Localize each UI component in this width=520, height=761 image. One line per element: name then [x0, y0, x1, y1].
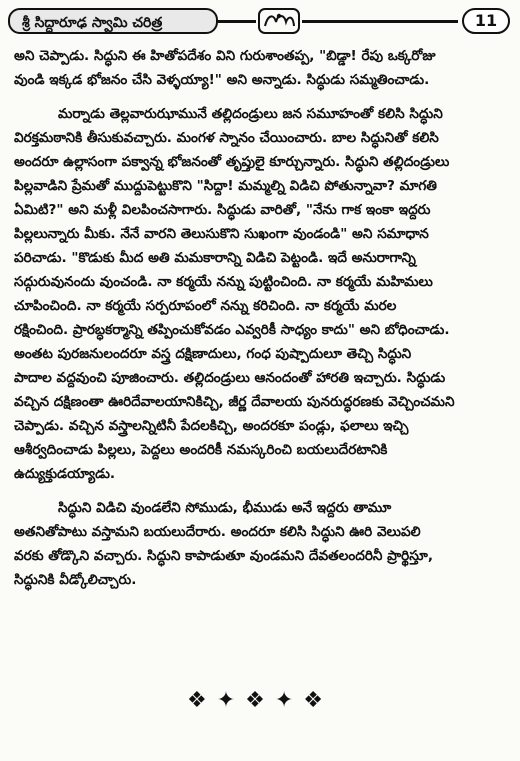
text-line: సిద్ధుని విడిచి వుండలేని సోముడు, భీముడు అనే ఇద్దరు తామూ	[58, 500, 392, 516]
text-line: వుండి ఇక్కడ భోజనం చేసి వెళ్ళయ్యా!" అని అన్నాడు. సిద్ధుడు సమ్మతించాడు.	[14, 72, 430, 88]
text-line: పరిచాడు. "కొడుకు మీద అతి మమకారాన్ని విడిచి పెట్టండి. ఇదే అనురాగాన్ని	[14, 250, 416, 266]
ornamental-logo-icon	[256, 6, 302, 36]
paragraph	[14, 44, 508, 92]
text-line: వచ్చిన దక్షిణంతా ఊరిదేవాలయానికిచ్చి, జీర్ణ దేవాలయ పునరుద్ధరణకు వెచ్చించమని	[14, 394, 455, 410]
text-line: మర్నాడు తెల్లవారుఝామునే తల్లిదండ్రులు జన సమూహంతో కలిసి సిద్ధుని	[58, 106, 443, 122]
text-line: విరక్తమఠానికి తీసుకువచ్చారు. మంగళ స్నానం చేయించారు. బాల సిద్ధునితో కలిసి	[14, 130, 439, 146]
book-title: శ్రీ సిద్ధారూఢ స్వామి చరిత్ర	[8, 8, 218, 34]
text-line: చెప్పాడు. వచ్చిన వస్త్రాలన్నిటినీ పేదలకిచ్చి, అందరకూ పండ్లు, ఫలాలు ఇచ్చి	[14, 418, 409, 434]
page-body	[14, 44, 508, 592]
text-line: రక్షించింది. ప్రారబ్ధకర్మాన్ని తప్పించుకోవడం ఎవ్వరికీ సాధ్యం కాదు" అని బోధించాడు.	[14, 322, 450, 338]
text-line: పాదాల వద్దవుంచి పూజించారు. తల్లిదండ్రులు ఆనందంతో హారతి ఇచ్చారు. సిద్ధుడు	[14, 370, 446, 386]
text-line: ఏమిటి?" అని మళ్లీ విలపించసాగారు. సిద్ధుడు వారితో, "నేను గాక ఇంకా ఇద్దరు	[14, 202, 431, 218]
text-line: వరకు తోడ్కొని వచ్చారు. సిద్ధుని కాపాడుతూ వుండమని దేవతలందరినీ ప్రార్థిస్తూ,	[14, 548, 434, 564]
text-line: అతనితోపాటు వస్తామని బయలుదేరారు. అందరూ కలిసి సిద్ధుని ఊరి వెలుపలి	[14, 524, 421, 540]
text-line: అంతట పురజనులందరూ వస్త్ర దక్షిణాదులు, గంధ పుష్పాదులూ తెచ్చి సిద్ధుని	[14, 346, 412, 362]
page-number: 11	[462, 8, 510, 34]
text-line: సద్గురువునందు వుంచండి. నా కర్మయే నన్ను పుట్టించింది. నా కర్మయే మహిమలు	[14, 274, 433, 290]
text-line: పిల్లవాడిని ప్రేమతో ముద్దుపెట్టుకొని "సిద్దా! మమ్మల్ని విడిచి పోతున్నావా? మాగతి	[14, 178, 437, 194]
section-end-ornament: ❖✦❖✦❖	[186, 688, 334, 713]
header-rule	[218, 20, 458, 23]
text-line: అని చెప్పాడు. సిద్ధుని ఈ హితోపదేశం విని గురుశాంతప్ప, "బిడ్డా! రేపు ఒక్కరోజు	[14, 48, 436, 64]
text-line: సిద్ధునికి వీడ్కోలిచ్చారు.	[14, 572, 137, 588]
paragraph	[14, 496, 508, 592]
paragraph	[14, 102, 508, 486]
text-line: చూపించింది. నా కర్మయే సర్పరూపంలో నన్ను కరిచింది. నా కర్మయే మరల	[14, 298, 397, 314]
text-line: ఉద్యుక్తుడయ్యాడు.	[14, 466, 116, 482]
text-line: అందరూ ఉల్లాసంగా పక్వాన్న భోజనంతో తృప్తులై కూర్చున్నారు. సిద్ధుని తల్లిదండ్రులు	[14, 154, 450, 170]
text-line: పిల్లలున్నారు మీకు. నేనే వారని తెలుసుకొని సుఖంగా వుండండి" అని సమాధాన	[14, 226, 429, 242]
page-header	[6, 6, 514, 36]
text-line: ఆశీర్వదించాడు పిల్లలు, పెద్దలు అందరికీ నమస్కరించి బయలుదేరటానికి	[14, 442, 388, 458]
